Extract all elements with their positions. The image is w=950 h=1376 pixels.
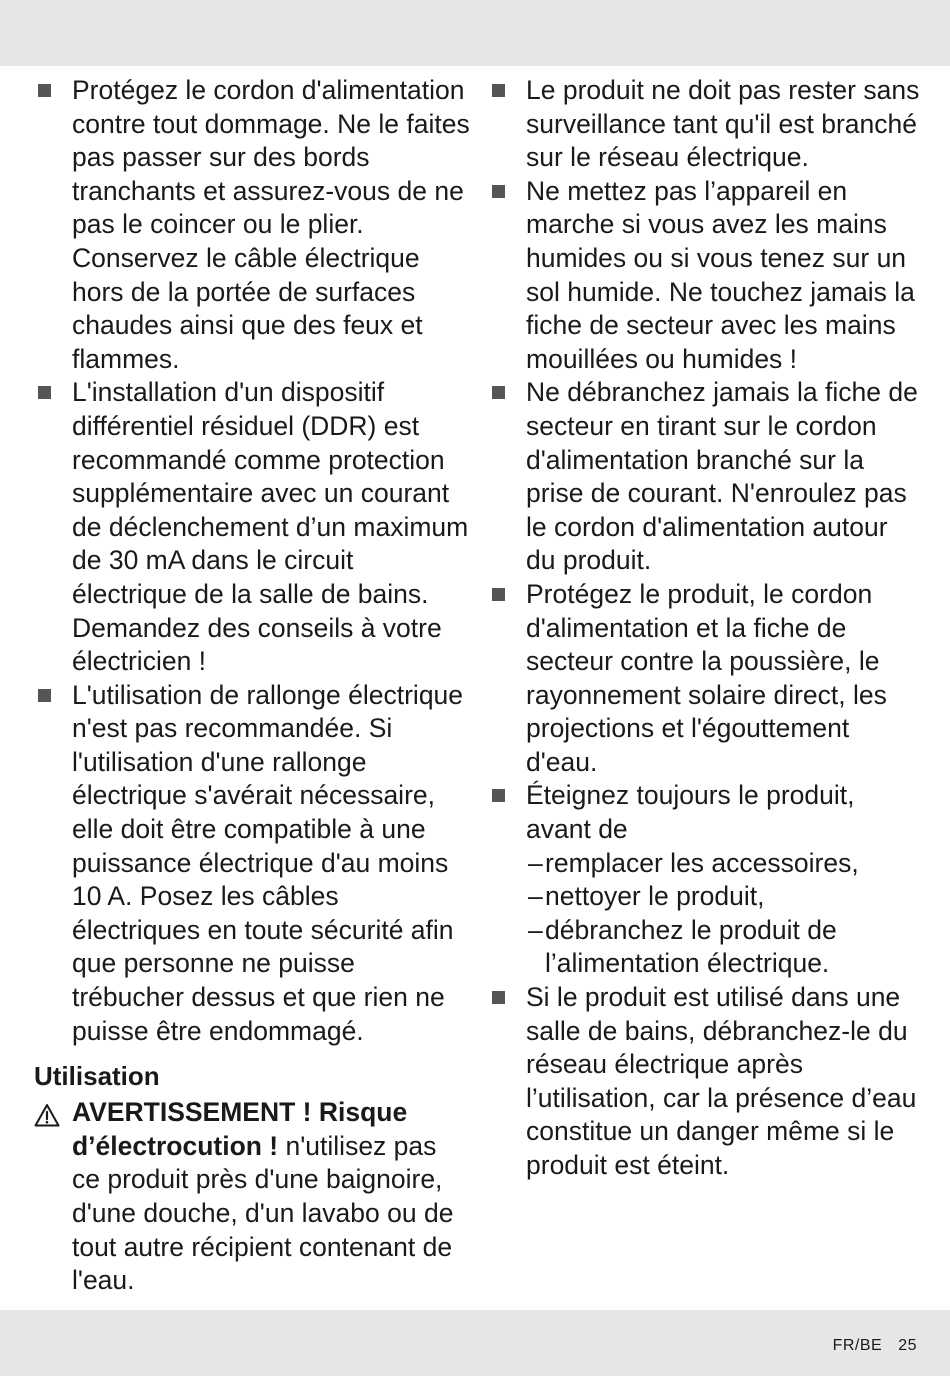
bullet-text: L'utilisation de rallonge électrique n'est pas recommandée. Si l'utilisation d'une rallonge électrique s'avérait nécessaire, elle doit être compatible à une puissance électrique d'au moins 10 A. Posez les câbles électriques en toute sécurité afin que personne ne puisse trébucher dessus et que rien ne puisse être endommagé.: [72, 679, 464, 1046]
safety-bullet-protect: [488, 578, 920, 780]
bullet-text: Ne débranchez jamais la fiche de secteur en tirant sur le cordon d'alimentation branché sur la prise de courant. N'enroulez pas le cordon d'alimentation autour du produit.: [526, 377, 918, 576]
list-item-text: remplacer les accessoires,: [545, 847, 859, 878]
page-footer: [833, 1337, 917, 1355]
safety-bullet-bathroom: [488, 981, 920, 1183]
dash-marker: –: [528, 914, 543, 945]
bullet-text: Protégez le cordon d'alimentation contre tout dommage. Ne le faites pas passer sur des bords tranchants et assurez-vous de ne pas le coincer ou le plier. Conservez le câble électrique hors de la portée de surfaces chaudes ainsi que des feux et flammes.: [72, 75, 470, 374]
square-bullet-icon: [492, 789, 505, 802]
bullet-text: Ne mettez pas l’appareil en marche si vous avez les mains humides ou si vous tenez sur un sol humide. Ne touchez jamais la fiche de secteur avec les mains mouillées ou humides !: [526, 175, 915, 374]
square-bullet-icon: [492, 588, 505, 601]
warning-block: [34, 1096, 470, 1298]
square-bullet-icon: [492, 185, 505, 198]
warning-triangle-icon: [34, 1103, 60, 1127]
list-item: [488, 914, 920, 981]
safety-bullet-ddr: [34, 376, 470, 678]
footer-band: [0, 1310, 950, 1376]
warning-title: AVERTISSEMENT ! Risque d’électrocution !: [72, 1097, 408, 1161]
warning-text: n'utilisez pas ce produit près d'une baignoire, d'une douche, d'un lavabo ou de tout autre récipient contenant de l'eau.: [72, 1130, 454, 1296]
square-bullet-icon: [492, 84, 505, 97]
safety-bullet-extension: [34, 679, 470, 1049]
dash-marker: –: [528, 847, 543, 878]
header-band: [0, 0, 950, 66]
switch-off-sublist: [488, 847, 920, 981]
safety-bullet-wet-hands: [488, 175, 920, 377]
square-bullet-icon: [38, 84, 51, 97]
square-bullet-icon: [492, 386, 505, 399]
safety-bullet-supervision: [488, 74, 920, 175]
square-bullet-icon: [38, 386, 51, 399]
safety-bullet-switch-off: [488, 779, 920, 846]
list-item: [488, 847, 920, 881]
bullet-text: Protégez le produit, le cordon d'alimentation et la fiche de secteur contre la poussière, le rayonnement solaire direct, les projections et l'égouttement d'eau.: [526, 578, 887, 777]
bullet-text: Éteignez toujours le produit, avant de: [526, 780, 855, 845]
square-bullet-icon: [38, 689, 51, 702]
left-column: [34, 74, 470, 1298]
bullet-text: Le produit ne doit pas rester sans surveillance tant qu'il est branché sur le réseau électrique.: [526, 75, 920, 173]
bullet-text: Si le produit est utilisé dans une salle de bains, débranchez-le du réseau électrique après l’utilisation, car la présence d’eau constitue un danger même si le produit est éteint.: [526, 982, 917, 1180]
list-item-text: débranchez le produit de l’alimentation électrique.: [545, 914, 837, 979]
dash-marker: –: [528, 881, 543, 912]
page-number: 25: [898, 1337, 917, 1354]
safety-bullet-cord: [34, 74, 470, 376]
language-code: FR/BE: [832, 1337, 883, 1354]
list-item: [488, 880, 920, 914]
safety-bullet-unplug: [488, 376, 920, 578]
section-heading-utilisation: Utilisation: [34, 1061, 160, 1092]
bullet-text: L'installation d'un dispositif différentiel résiduel (DDR) est recommandé comme protection supplémentaire avec un courant de déclenchement d’un maximum de 30 mA dans le circuit électrique de la salle de bains. Demandez des conseils à votre électricien !: [72, 377, 469, 677]
right-column: [488, 74, 920, 1183]
square-bullet-icon: [492, 991, 505, 1004]
list-item-text: nettoyer le produit,: [545, 881, 765, 912]
